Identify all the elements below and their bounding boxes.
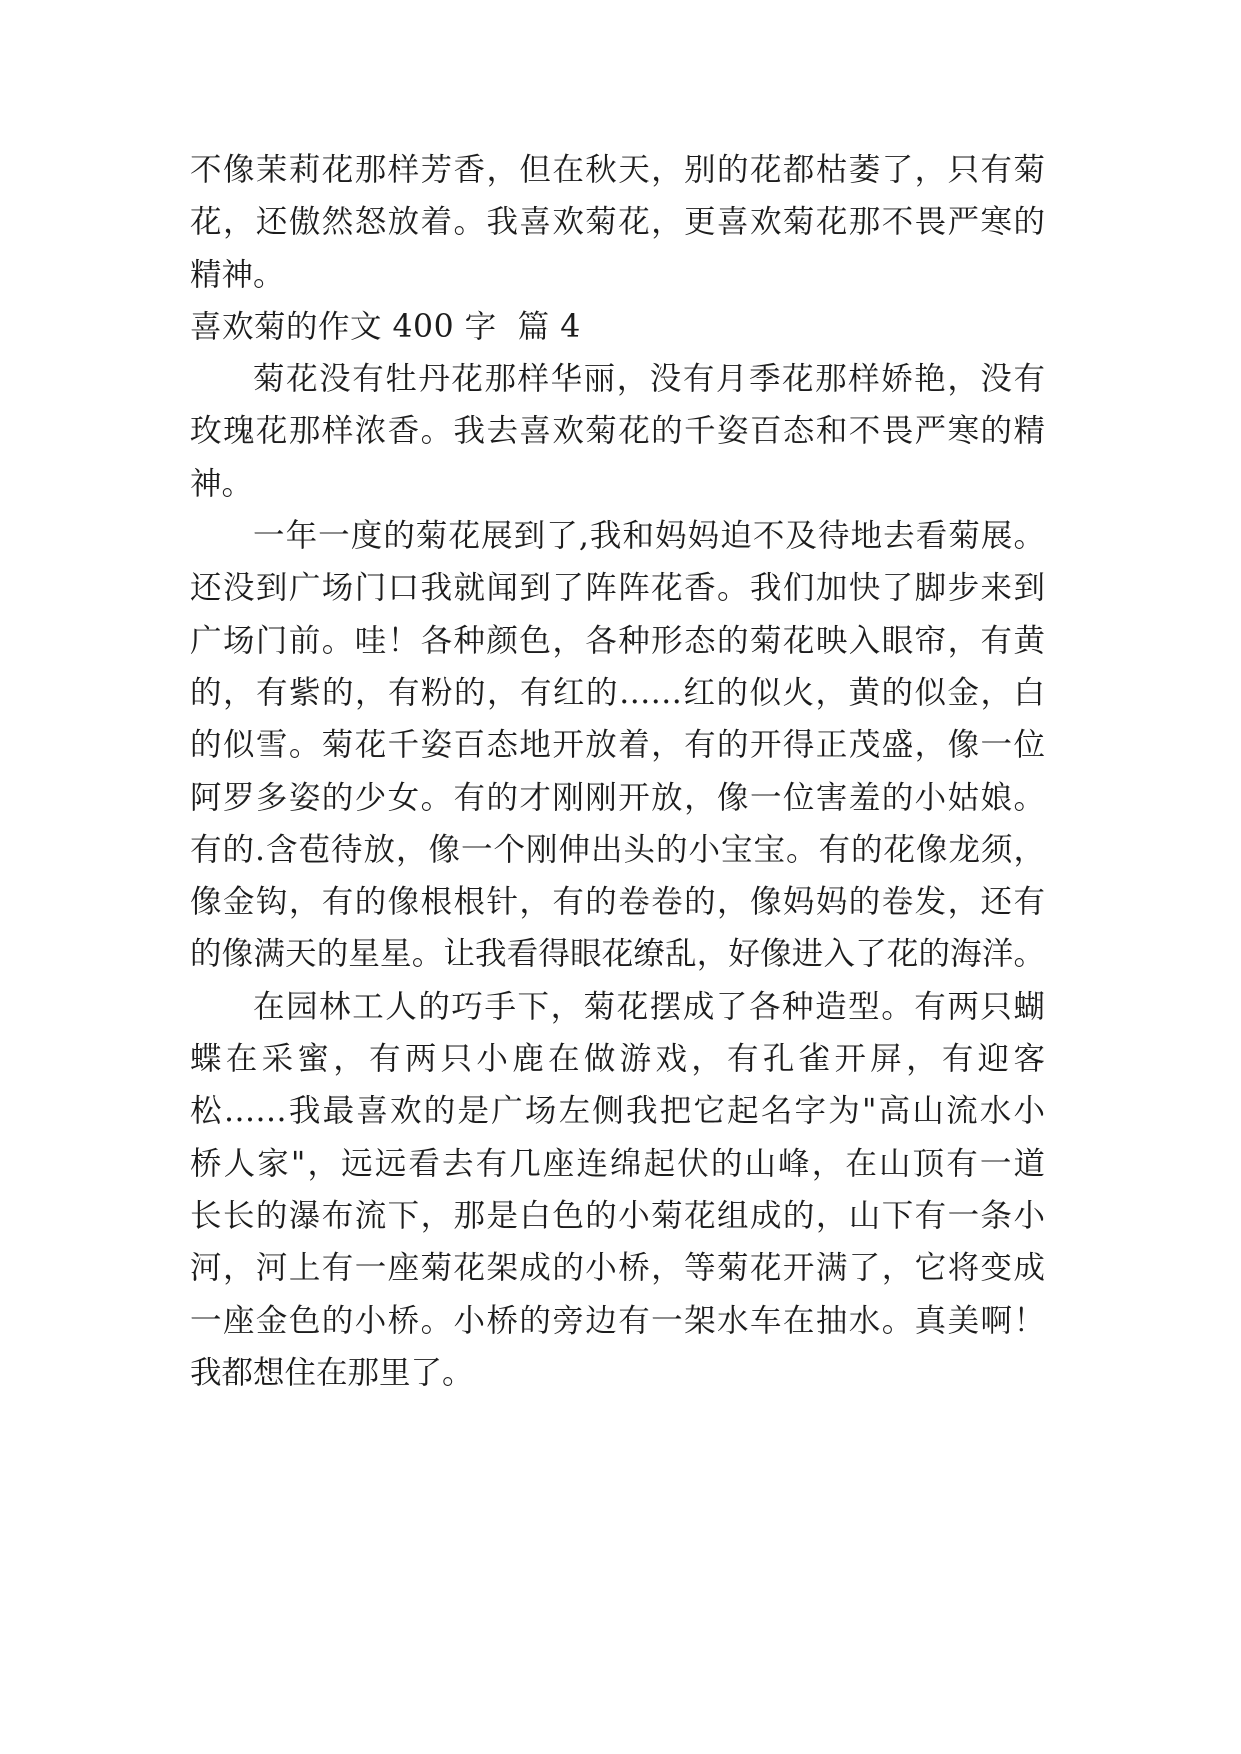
paragraph xyxy=(190,981,1045,1399)
text-line: 不像茉莉花那样芳香，但在秋天，别的花都枯萎了，只有菊 xyxy=(190,152,1045,188)
text-line: 精神。 xyxy=(190,256,285,293)
paragraph xyxy=(190,353,1045,510)
text-line: 神。 xyxy=(190,465,254,502)
text-line: 还没到广场门口我就闻到了阵阵花香。我们加快了脚步来到 xyxy=(190,570,1045,607)
text-line: 花，还傲然怒放着。我喜欢菊花，更喜欢菊花那不畏严寒的 xyxy=(190,204,1045,241)
document-page xyxy=(190,144,1045,1399)
text-line: 河，河上有一座菊花架成的小桥，等菊花开满了，它将变成 xyxy=(190,1250,1045,1287)
text-line: 广场门前。哇！各种颜色，各种形态的菊花映入眼帘，有黄 xyxy=(190,622,1045,659)
text-line: 一座金色的小桥。小桥的旁边有一架水车在抽水。真美啊！ xyxy=(190,1302,1045,1339)
text-line: 阿罗多姿的少女。有的才刚刚开放，像一位害羞的小姑娘。 xyxy=(190,779,1045,816)
text-line: 一年一度的菊花展到了,我和妈妈迫不及待地去看菊展。 xyxy=(253,518,1045,555)
text-line: 菊花没有牡丹花那样华丽，没有月季花那样娇艳，没有 xyxy=(253,361,1045,398)
continuation-paragraph xyxy=(190,144,1045,301)
text-line: 长长的瀑布流下，那是白色的小菊花组成的，山下有一条小 xyxy=(190,1197,1045,1234)
text-line: 松……我最喜欢的是广场左侧我把它起名字为"高山流水小 xyxy=(190,1093,1045,1130)
text-line: 有的.含苞待放，像一个刚伸出头的小宝宝。有的花像龙须， xyxy=(190,831,1045,868)
text-line: 的似雪。菊花千姿百态地开放着，有的开得正茂盛，像一位 xyxy=(190,727,1045,764)
text-line: 玫瑰花那样浓香。我去喜欢菊花的千姿百态和不畏严寒的精 xyxy=(190,413,1045,450)
text-line: 桥人家"，远远看去有几座连绵起伏的山峰，在山顶有一道 xyxy=(190,1145,1045,1182)
text-line: 像金钩，有的像根根针，有的卷卷的，像妈妈的卷发，还有 xyxy=(190,884,1045,921)
text-line: 在园林工人的巧手下，菊花摆成了各种造型。有两只蝴 xyxy=(253,988,1045,1025)
text-line: 蝶在采蜜，有两只小鹿在做游戏，有孔雀开屏，有迎客 xyxy=(190,1041,1045,1078)
text-line: 的像满天的星星。让我看得眼花缭乱，好像进入了花的海洋。 xyxy=(190,936,1045,973)
text-line: 我都想住在那里了。 xyxy=(190,1354,474,1391)
section-heading: 喜欢菊的作文 400 字 篇 4 xyxy=(190,308,581,345)
paragraph xyxy=(190,510,1045,981)
text-line: 的，有紫的，有粉的，有红的……红的似火，黄的似金，白 xyxy=(190,674,1045,711)
